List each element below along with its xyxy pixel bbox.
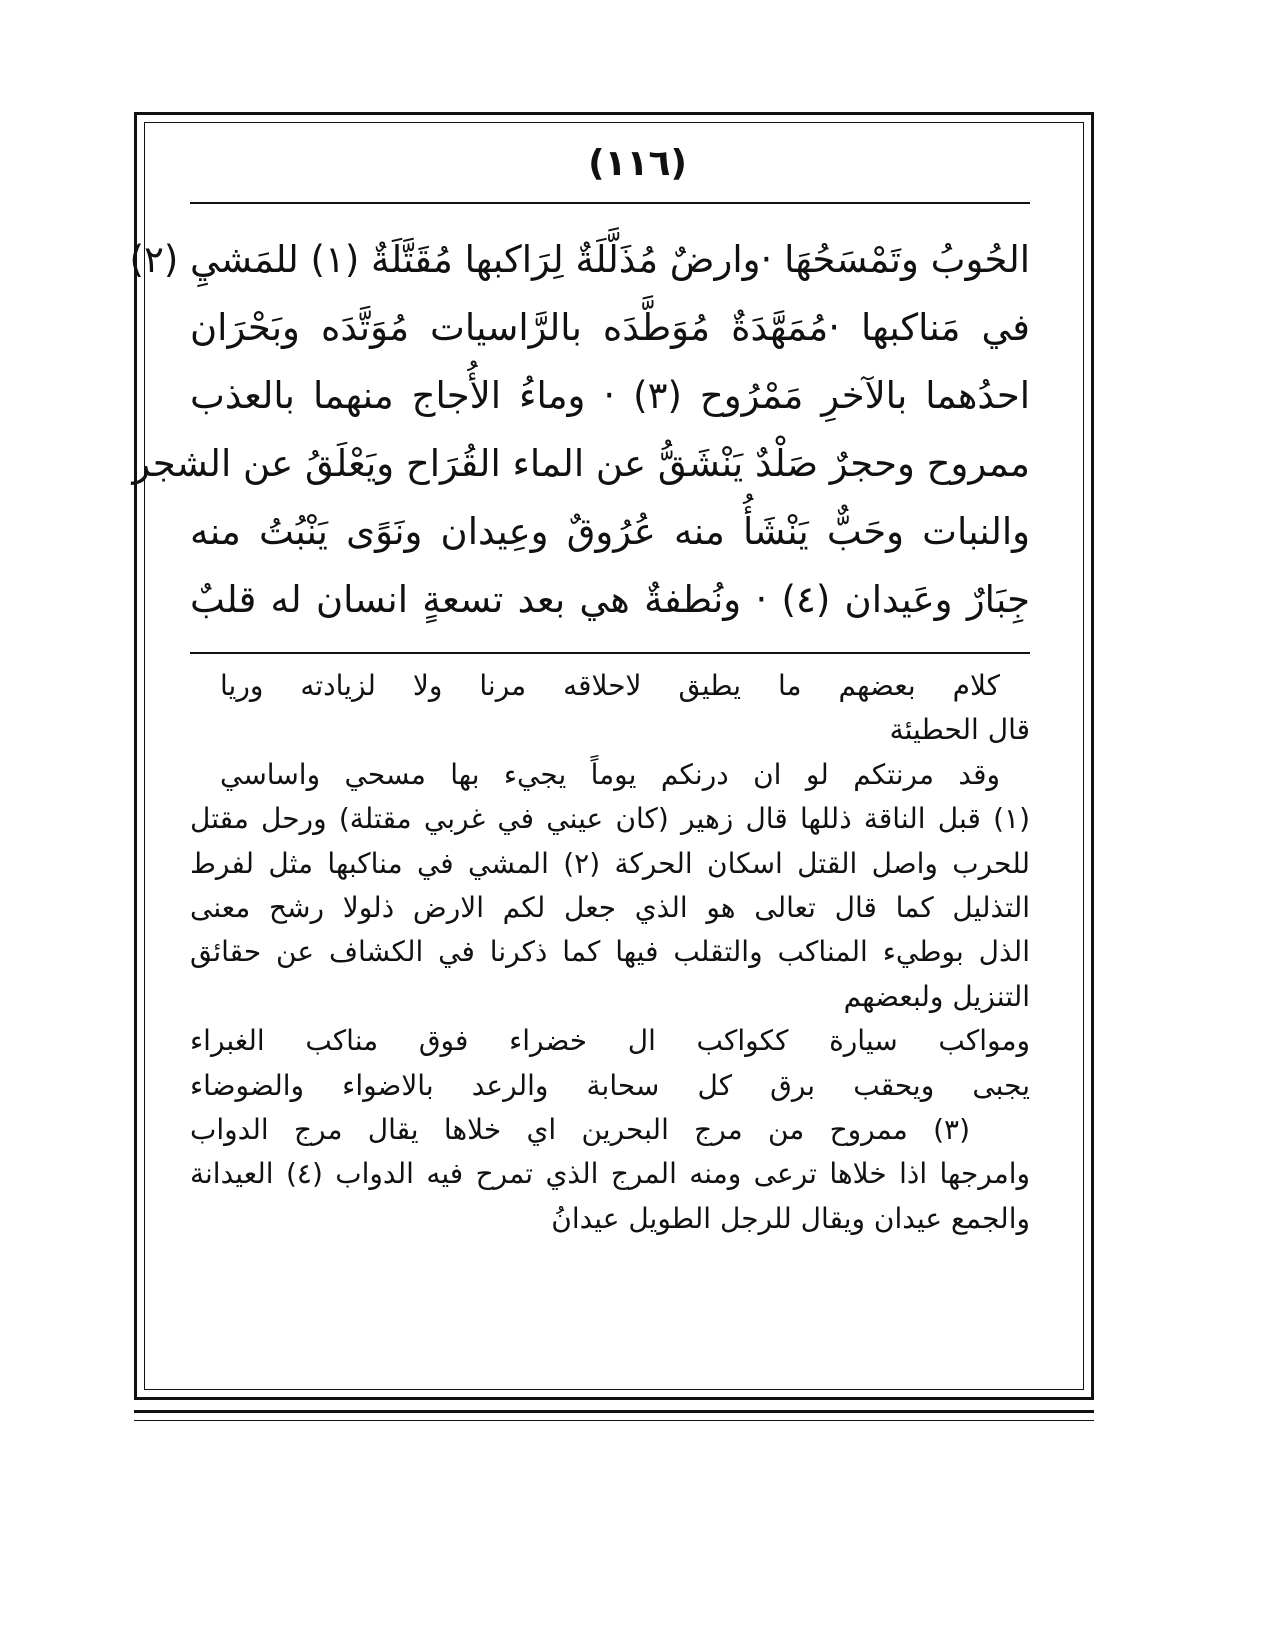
- footnote-line: (١) قبل الناقة ذللها قال زهير (كان عيني في غربي مقتلة) ورحل مقتل: [190, 802, 1030, 836]
- footnote-line: التذليل كما قال تعالى هو الذي جعل لكم الارض ذلولا رشح معنى: [190, 890, 1030, 924]
- main-text-line: ممروح وحجرٌ صَلْدٌ يَنْشَقُّ عن الماء القُرَاح ويَعْلَقُ عن الشجر: [132, 442, 1030, 485]
- footnote-line: والجمع عيدان ويقال للرجل الطويل عيدانُ: [551, 1201, 1030, 1235]
- main-text-line: الحُوبُ وتَمْسَحُهَا ·وارضٌ مُذَلَّلَةٌ لِرَاكبها مُقَتَّلَةٌ (١) للمَشيِ (٢): [129, 238, 1030, 281]
- bottom-rule: [134, 1410, 1094, 1413]
- footnote-line: (٣) ممروح من مرج البحرين اي خلاها يقال مرج الدواب: [190, 1112, 970, 1146]
- footnote-line: يجبى ويحقب برق كل سحابة والرعد بالاضواء والضوضاء: [190, 1068, 1030, 1102]
- footnote-separator: [190, 652, 1030, 654]
- footnote-line: الذل بوطيء المناكب والتقلب فيها كما ذكرنا في الكشاف عن حقائق: [190, 935, 1030, 969]
- footnote-line: وامرجها اذا خلاها ترعى ومنه المرج الذي تمرح فيه الدواب (٤) العيدانة: [190, 1157, 1031, 1191]
- page-number: (١١٦): [588, 143, 687, 184]
- bottom-rule-thin: [134, 1420, 1094, 1421]
- footnote-line: ومواكب سيارة ككواكب ال خضراء فوق مناكب الغبراء: [190, 1024, 1030, 1058]
- footnote-line: للحرب واصل القتل اسكان الحركة (٢) المشي في مناكبها مثل لفرط: [190, 846, 1030, 880]
- main-text-line: جِبَارٌ وعَيدان (٤) · ونُطفةٌ هي بعد تسعةٍ انسان له قلبٌ: [190, 578, 1030, 621]
- header-rule: [190, 202, 1030, 204]
- main-text-line: احدُهما بالآخرِ مَمْرُوح (٣) · وماءُ الأُجاج منهما بالعذب: [190, 374, 1030, 417]
- footnotes: [190, 664, 1030, 1241]
- main-text: [129, 226, 1030, 634]
- footnote-line: التنزيل ولبعضهم: [843, 979, 1030, 1013]
- main-text-line: والنبات وحَبٌّ يَنْشَأُ منه عُرُوقٌ وعِيدان ونَوًى يَنْبُتُ منه: [190, 510, 1030, 553]
- footnote-line: كلام بعضهم ما يطيق لاحلاقه مرنا ولا لزيادته وريا: [220, 669, 1000, 702]
- footnote-line: قال الحطيئة: [889, 713, 1030, 747]
- main-text-line: في مَناكبها ·مُمَهَّدَةٌ مُوَطَّدَه بالرَّاسيات مُوَتَّدَه وبَحْرَان: [190, 306, 1030, 349]
- footnote-line: وقد مرنتكم لو ان درنكم يوماً يجيء بها مسحي واساسي: [220, 757, 1000, 791]
